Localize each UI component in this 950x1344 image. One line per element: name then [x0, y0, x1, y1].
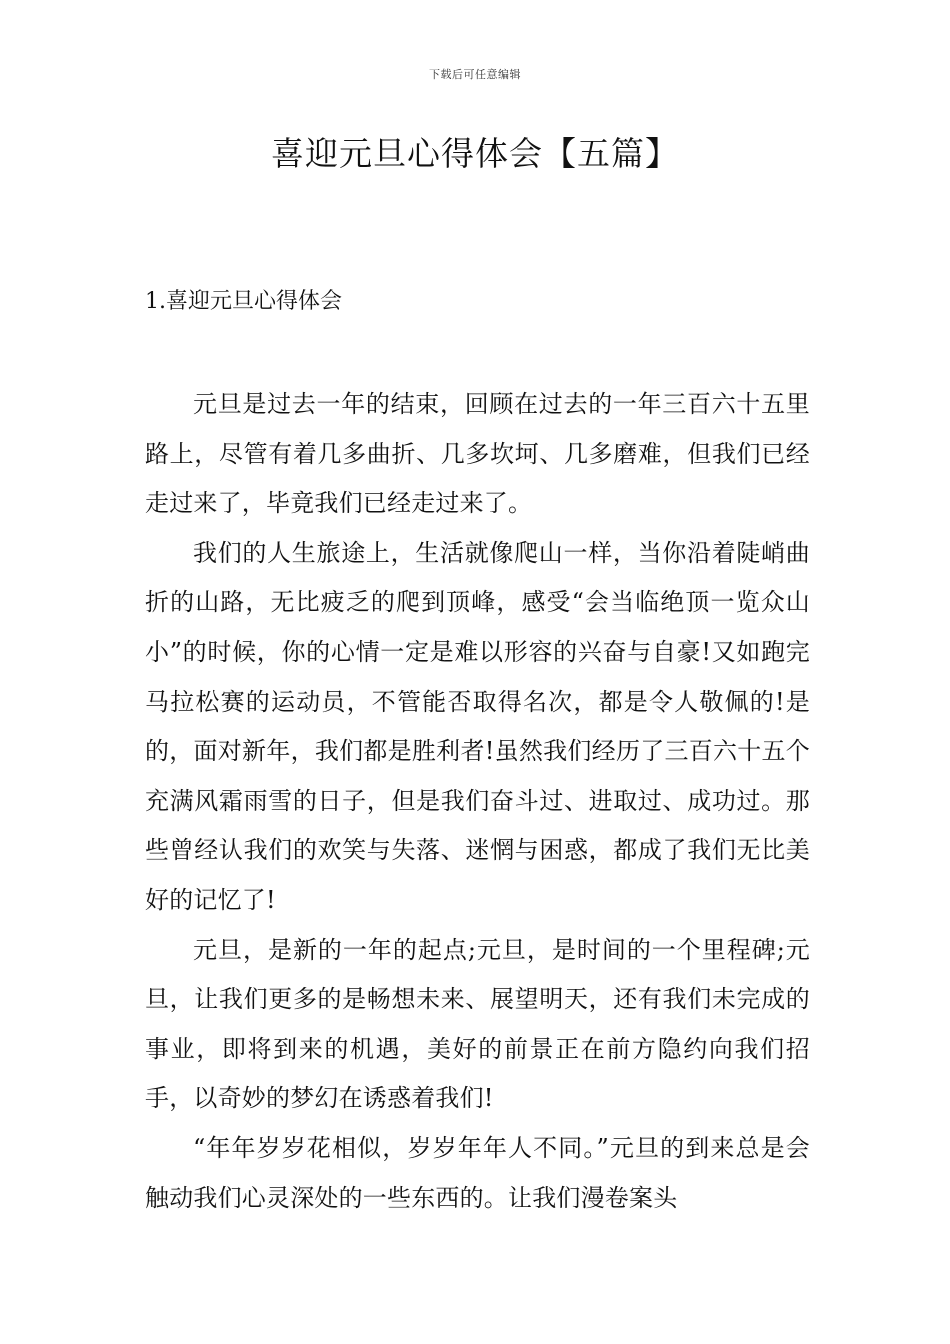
- paragraph: 我们的人生旅途上，生活就像爬山一样，当你沿着陡峭曲折的山路，无比疲乏的爬到顶峰，感受“会当临绝顶一览众山小”的时候，你的心情一定是难以形容的兴奋与自豪!又如跑完马拉松赛的运动员，不管能否取得名次，都是令人敬佩的!是的，面对新年，我们都是胜利者!虽然我们经历了三百六十五个充满风霜雨雪的日子，但是我们奋斗过、进取过、成功过。那些曾经认我们的欢笑与失落、迷惘与困惑，都成了我们无比美好的记忆了!: [145, 538, 810, 914]
- paragraph: 元旦，是新的一年的起点;元旦，是时间的一个里程碑;元旦，让我们更多的是畅想未来、展望明天，还有我们未完成的事业，即将到来的机遇，美好的前景正在前方隐约向我们招手，以奇妙的梦幻在诱惑着我们!: [145, 935, 810, 1113]
- document-title: 喜迎元旦心得体会【五篇】: [271, 134, 679, 173]
- body-text: [145, 380, 810, 1223]
- paragraph: “年年岁岁花相似，岁岁年年人不同。”元旦的到来总是会触动我们心灵深处的一些东西的。让我们漫卷案头: [145, 1133, 810, 1212]
- paragraph: 元旦是过去一年的结束，回顾在过去的一年三百六十五里路上，尽管有着几多曲折、几多坎坷、几多磨难，但我们已经走过来了，毕竟我们已经走过来了。: [145, 390, 810, 518]
- section-heading: 1.喜迎元旦心得体会: [145, 289, 342, 314]
- header-note: 下载后可任意编辑: [429, 68, 521, 81]
